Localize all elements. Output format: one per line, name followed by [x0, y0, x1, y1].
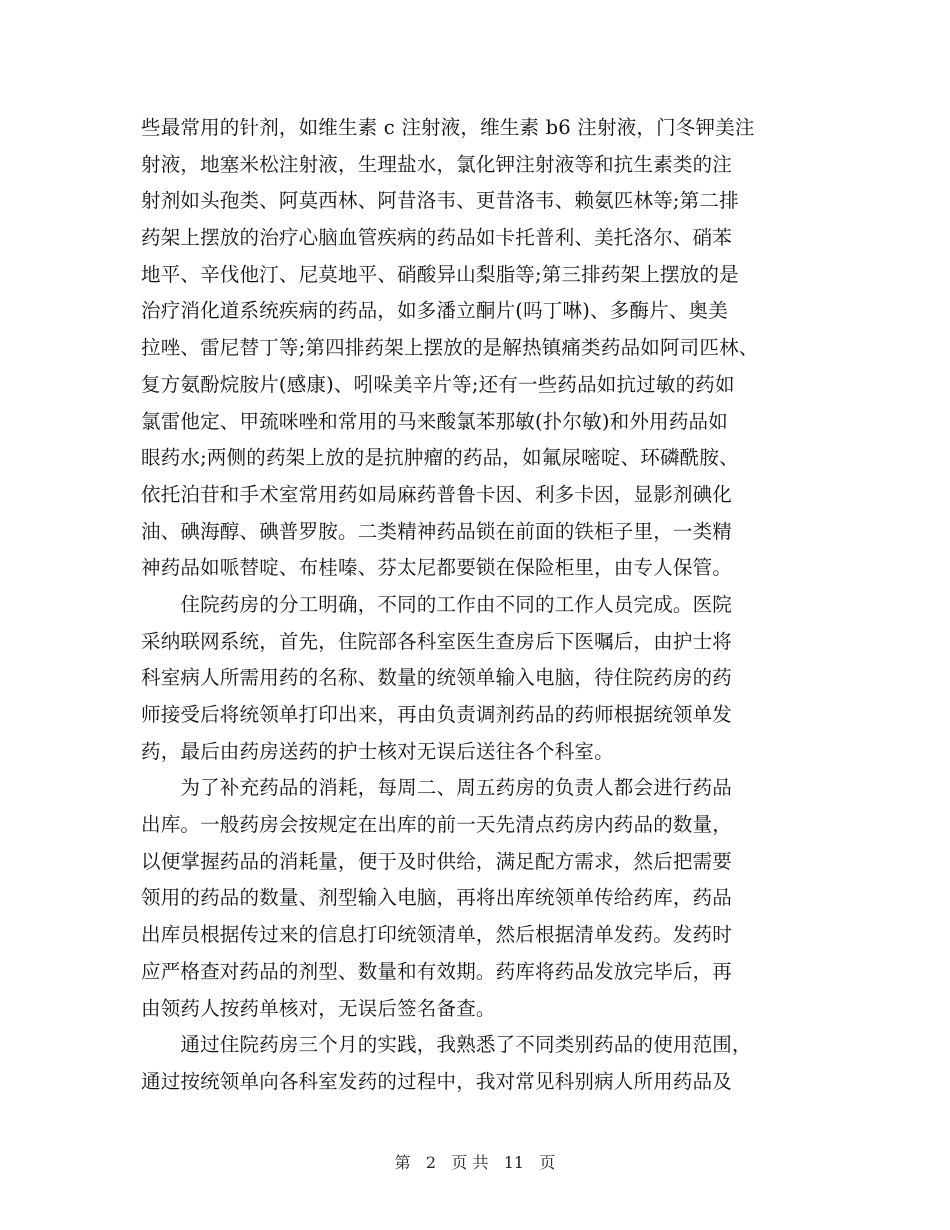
text-line: 出库员根据传过来的信息打印统领清单，然后根据清单发药。发药时	[141, 923, 733, 947]
text-line: 油、碘海醇、碘普罗胺。二类精神药品锁在前面的铁柜子里，一类精	[141, 519, 733, 543]
text-line: 应严格查对药品的剂型、数量和有效期。药库将药品发放完毕后，再	[141, 959, 733, 983]
text-line: 眼药水;两侧的药架上放的是抗肿瘤的药品，如氟尿嘧啶、环磷酰胺、	[141, 446, 739, 470]
text-line: 采纳联网系统，首先，住院部各科室医生查房后下医嘱后，由护士将	[141, 629, 733, 653]
total-pages-number: 11	[503, 1153, 525, 1172]
footer-label-mid: 页 共	[451, 1153, 489, 1172]
paragraph-start-line: 为了补充药品的消耗，每周二、周五药房的负责人都会进行药品	[141, 776, 733, 800]
text-line: 以便掌握药品的消耗量，便于及时供给，满足配方需求，然后把需要	[141, 849, 733, 873]
page-footer	[0, 1153, 950, 1173]
text-line: 药架上摆放的治疗心脑血管疾病的药品如卡托普利、美托洛尔、硝苯	[141, 226, 733, 250]
text-line: 神药品如哌替啶、布桂嗪、芬太尼都要锁在保险柜里，由专人保管。	[141, 556, 733, 580]
text-line: 依托泊苷和手术室常用药如局麻药普鲁卡因、利多卡因，显影剂碘化	[141, 482, 733, 506]
text-line: 科室病人所需用药的名称、数量的统领单输入电脑，待住院药房的药	[141, 666, 733, 690]
body-text	[141, 110, 821, 1101]
text-line: 射剂如头孢类、阿莫西林、阿昔洛韦、更昔洛韦、赖氨匹林等;第二排	[141, 189, 739, 213]
footer-label-suffix: 页	[539, 1153, 556, 1172]
text-line: 药，最后由药房送药的护士核对无误后送往各个科室。	[141, 739, 614, 763]
text-line: 拉唑、雷尼替丁等;第四排药架上摆放的是解热镇痛类药品如阿司匹林、	[141, 336, 759, 360]
text-line: 地平、辛伐他汀、尼莫地平、硝酸异山梨脂等;第三排药架上摆放的是	[141, 262, 739, 286]
text-line: 氯雷他定、甲巯咪唑和常用的马来酸氯苯那敏(扑尔敏)和外用药品如	[141, 409, 728, 433]
paragraph-start-line: 住院药房的分工明确，不同的工作由不同的工作人员完成。医院	[141, 592, 733, 616]
text-line: 领用的药品的数量、剂型输入电脑，再将出库统领单传给药库，药品	[141, 886, 733, 910]
text-line: 治疗消化道系统疾病的药品，如多潘立酮片(吗丁啉)、多酶片、奥美	[141, 299, 728, 323]
text-line: 出库。一般药房会按规定在出库的前一天先清点药房内药品的数量，	[141, 813, 733, 837]
paragraph-start-line: 通过住院药房三个月的实践，我熟悉了不同类别药品的使用范围，	[141, 1033, 752, 1057]
text-line: 些最常用的针剂，如维生素 c 注射液，维生素 b6 注射液，门冬钾美注	[141, 116, 755, 139]
text-line: 由领药人按药单核对，无误后签名备查。	[141, 996, 496, 1020]
text-line: 通过按统领单向各科室发药的过程中，我对常见科别病人所用药品及	[141, 1069, 733, 1093]
current-page-number: 2	[425, 1153, 437, 1172]
text-line: 师接受后将统领单打印出来，再由负责调剂药品的药师根据统领单发	[141, 703, 733, 726]
text-line: 复方氨酚烷胺片(感康)、吲哚美辛片等;还有一些药品如抗过敏的药如	[141, 372, 735, 396]
footer-label-prefix: 第	[394, 1153, 411, 1172]
text-line: 射液，地塞米松注射液，生理盐水，氯化钾注射液等和抗生素类的注	[141, 152, 733, 176]
